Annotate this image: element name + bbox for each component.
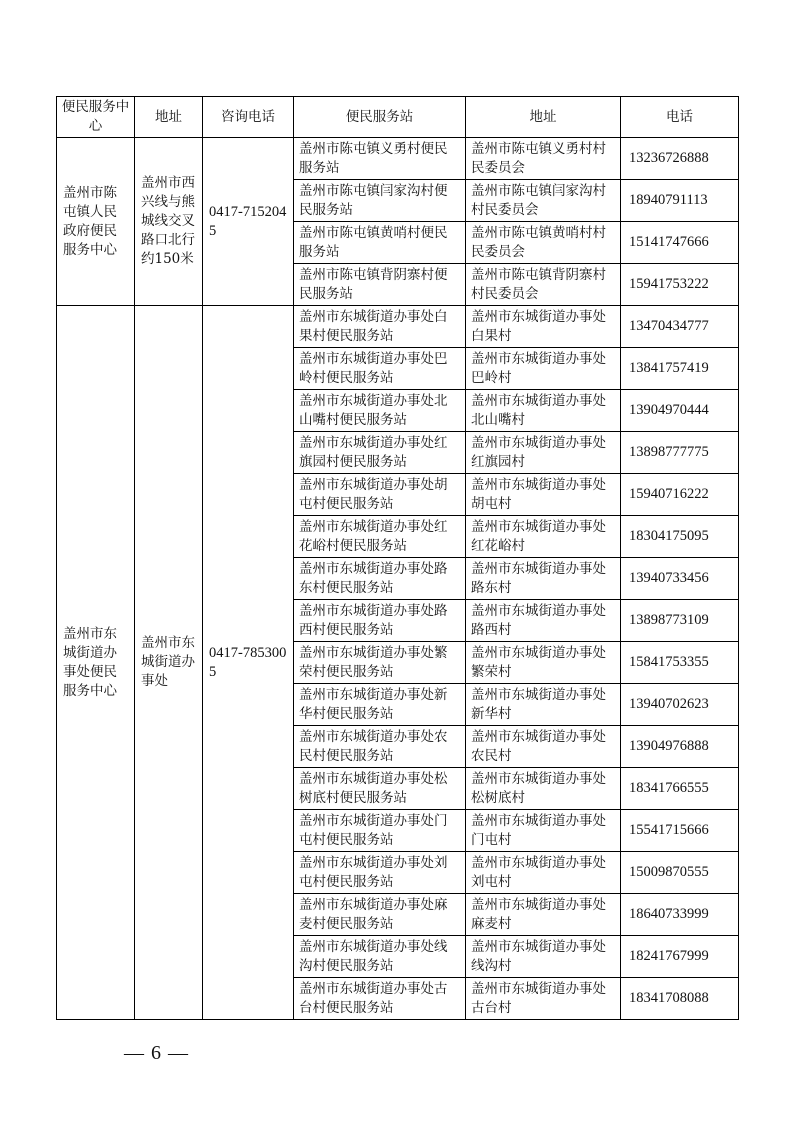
station-name-cell: 盖州市东城街道办事处胡屯村便民服务站 (294, 474, 466, 516)
station-name-cell: 盖州市陈屯镇黄哨村便民服务站 (294, 222, 466, 264)
header-center-address: 地址 (135, 97, 203, 138)
station-name-cell: 盖州市东城街道办事处红旗园村便民服务站 (294, 432, 466, 474)
station-name-cell: 盖州市东城街道办事处古台村便民服务站 (294, 978, 466, 1020)
station-phone-cell: 13236726888 (621, 138, 739, 180)
header-row (57, 97, 739, 138)
station-address-cell: 盖州市陈屯镇黄哨村村民委员会 (466, 222, 621, 264)
station-name-cell: 盖州市东城街道办事处麻麦村便民服务站 (294, 894, 466, 936)
station-phone-cell: 18341708088 (621, 978, 739, 1020)
station-name-cell: 盖州市东城街道办事处繁荣村便民服务站 (294, 642, 466, 684)
station-name-cell: 盖州市陈屯镇义勇村便民服务站 (294, 138, 466, 180)
station-name-cell: 盖州市东城街道办事处松树底村便民服务站 (294, 768, 466, 810)
header-center: 便民服务中心 (57, 97, 135, 138)
station-name-cell: 盖州市东城街道办事处红花峪村便民服务站 (294, 516, 466, 558)
station-name-cell: 盖州市东城街道办事处路东村便民服务站 (294, 558, 466, 600)
center-address-cell: 盖州市西兴线与熊城线交叉路口北行约150米 (135, 138, 203, 306)
station-phone-cell: 13470434777 (621, 306, 739, 348)
station-phone-cell: 15841753355 (621, 642, 739, 684)
station-phone-cell: 15541715666 (621, 810, 739, 852)
station-phone-cell: 15141747666 (621, 222, 739, 264)
station-address-cell: 盖州市东城街道办事处刘屯村 (466, 852, 621, 894)
station-phone-cell: 15941753222 (621, 264, 739, 306)
header-station-address: 地址 (466, 97, 621, 138)
station-phone-cell: 13940733456 (621, 558, 739, 600)
station-address-cell: 盖州市东城街道办事处农民村 (466, 726, 621, 768)
table-row (57, 138, 739, 180)
station-name-cell: 盖州市陈屯镇背阴寨村便民服务站 (294, 264, 466, 306)
station-phone-cell: 18304175095 (621, 516, 739, 558)
table-row (57, 306, 739, 348)
station-phone-cell: 13898777775 (621, 432, 739, 474)
station-address-cell: 盖州市东城街道办事处北山嘴村 (466, 390, 621, 432)
station-phone-cell: 13904976888 (621, 726, 739, 768)
station-phone-cell: 13841757419 (621, 348, 739, 390)
station-phone-cell: 15009870555 (621, 852, 739, 894)
station-phone-cell: 18341766555 (621, 768, 739, 810)
station-address-cell: 盖州市东城街道办事处线沟村 (466, 936, 621, 978)
station-address-cell: 盖州市东城街道办事处麻麦村 (466, 894, 621, 936)
station-phone-cell: 18241767999 (621, 936, 739, 978)
station-address-cell: 盖州市东城街道办事处新华村 (466, 684, 621, 726)
header-consult-phone: 咨询电话 (203, 97, 294, 138)
table-body (57, 138, 739, 1020)
header-station: 便民服务站 (294, 97, 466, 138)
station-address-cell: 盖州市东城街道办事处巴岭村 (466, 348, 621, 390)
station-name-cell: 盖州市东城街道办事处路西村便民服务站 (294, 600, 466, 642)
station-name-cell: 盖州市东城街道办事处农民村便民服务站 (294, 726, 466, 768)
consult-phone-cell: 0417-7853005 (203, 306, 294, 1020)
center-name-cell: 盖州市陈屯镇人民政府便民服务中心 (57, 138, 135, 306)
station-phone-cell: 13898773109 (621, 600, 739, 642)
station-name-cell: 盖州市东城街道办事处白果村便民服务站 (294, 306, 466, 348)
station-address-cell: 盖州市东城街道办事处路西村 (466, 600, 621, 642)
consult-phone-cell: 0417-7152045 (203, 138, 294, 306)
station-address-cell: 盖州市东城街道办事处红旗园村 (466, 432, 621, 474)
station-address-cell: 盖州市东城街道办事处门屯村 (466, 810, 621, 852)
station-name-cell: 盖州市陈屯镇闫家沟村便民服务站 (294, 180, 466, 222)
station-address-cell: 盖州市东城街道办事处胡屯村 (466, 474, 621, 516)
center-name-cell: 盖州市东城街道办事处便民服务中心 (57, 306, 135, 1020)
station-name-cell: 盖州市东城街道办事处巴岭村便民服务站 (294, 348, 466, 390)
station-address-cell: 盖州市东城街道办事处路东村 (466, 558, 621, 600)
station-name-cell: 盖州市东城街道办事处新华村便民服务站 (294, 684, 466, 726)
station-address-cell: 盖州市东城街道办事处红花峪村 (466, 516, 621, 558)
station-name-cell: 盖州市东城街道办事处线沟村便民服务站 (294, 936, 466, 978)
station-address-cell: 盖州市东城街道办事处松树底村 (466, 768, 621, 810)
station-phone-cell: 18640733999 (621, 894, 739, 936)
header-phone: 电话 (621, 97, 739, 138)
station-address-cell: 盖州市陈屯镇闫家沟村村民委员会 (466, 180, 621, 222)
station-address-cell: 盖州市东城街道办事处繁荣村 (466, 642, 621, 684)
service-station-table (56, 96, 739, 1020)
station-name-cell: 盖州市东城街道办事处刘屯村便民服务站 (294, 852, 466, 894)
station-phone-cell: 13940702623 (621, 684, 739, 726)
page-number: — 6 — (124, 1042, 189, 1064)
station-phone-cell: 15940716222 (621, 474, 739, 516)
station-phone-cell: 18940791113 (621, 180, 739, 222)
station-address-cell: 盖州市东城街道办事处白果村 (466, 306, 621, 348)
station-phone-cell: 13904970444 (621, 390, 739, 432)
station-name-cell: 盖州市东城街道办事处北山嘴村便民服务站 (294, 390, 466, 432)
station-address-cell: 盖州市陈屯镇义勇村村民委员会 (466, 138, 621, 180)
station-address-cell: 盖州市陈屯镇背阴寨村村民委员会 (466, 264, 621, 306)
station-name-cell: 盖州市东城街道办事处门屯村便民服务站 (294, 810, 466, 852)
station-address-cell: 盖州市东城街道办事处古台村 (466, 978, 621, 1020)
center-address-cell: 盖州市东城街道办事处 (135, 306, 203, 1020)
